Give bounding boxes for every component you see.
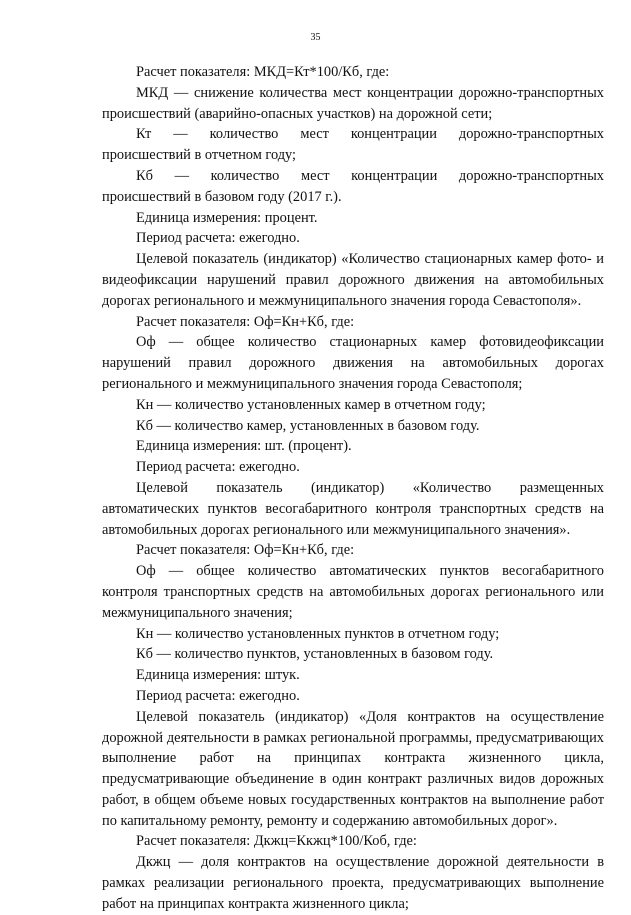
indicator-life-cycle-contracts: Целевой показатель (индикатор) «Доля контрактов на осуществление дорожной деятельности в рамках региональной программы, предусматривающих выполнение работ на принципах контракта жизненного цикла, предусматривающие объединение в один контракт различных видов дорожных работ, в общем объеме новых государственных контрактов на выполнение работ по капитальному ремонту, ремонту и содержанию автомобильных дорог». — [102, 708, 604, 829]
formula-of-cameras: Расчет показателя: Оф=Кн+Кб, где: — [136, 313, 355, 330]
calculation-period: Период расчета: ежегодно. — [136, 459, 300, 476]
definition-kt: Кт — количество мест концентрации дорожно-транспортных происшествий в отчетном году; — [102, 126, 604, 164]
definition-mkd: МКД — снижение количества мест концентрации дорожно-транспортных происшествий (аварийно-опасных участков) на дорожной сети; — [102, 84, 604, 122]
definition-kb: Кб — количество мест концентрации дорожно-транспортных происшествий в базовом году (2017 г.). — [102, 167, 604, 205]
indicator-weight-control: Целевой показатель (индикатор) «Количество размещенных автоматических пунктов весогабаритного контроля транспортных средств на автомобильных дорогах регионального или межмуниципального значения». — [102, 479, 604, 538]
formula-dkzhc: Расчет показателя: Дкжц=Ккжц*100/Коб, где: — [136, 833, 417, 850]
page-number: 35 — [310, 32, 321, 43]
unit-of-measure: Единица измерения: штук. — [136, 667, 300, 684]
formula-mkd: Расчет показателя: МКД=Кт*100/Кб, где: — [136, 64, 390, 80]
definition-kb-points: Кб — количество пунктов, установленных в базовом году. — [136, 646, 494, 663]
document-body — [102, 62, 604, 915]
unit-of-measure: Единица измерения: шт. (процент). — [136, 438, 352, 455]
calculation-period: Период расчета: ежегодно. — [136, 687, 300, 704]
definition-of-cameras: Оф — общее количество стационарных камер фотовидеофиксации нарушений правил дорожного движения на автомобильных дорогах регионального и межмуниципального значения города Севастополя; — [102, 334, 604, 392]
unit-of-measure: Единица измерения: процент. — [136, 209, 318, 226]
definition-of-weight-control: Оф — общее количество автоматических пунктов весогабаритного контроля транспортных средств на автомобильных дорогах регионального или межмуниципального значения; — [102, 563, 604, 621]
definition-kn-points: Кн — количество установленных пунктов в отчетном году; — [136, 625, 500, 642]
formula-of-weight-control: Расчет показателя: Оф=Кн+Кб, где: — [136, 542, 355, 559]
definition-dkzhc: Дкжц — доля контрактов на осуществление дорожной деятельности в рамках реализации регионального проекта, предусматривающих выполнение работ на принципах контракта жизненного цикла; — [102, 854, 604, 912]
calculation-period: Период расчета: ежегодно. — [136, 230, 300, 247]
definition-kn-cameras: Кн — количество установленных камер в отчетном году; — [136, 396, 486, 413]
definition-kb-cameras: Кб — количество камер, установленных в базовом году. — [136, 417, 480, 434]
indicator-cameras: Целевой показатель (индикатор) «Количество стационарных камер фото- и видеофиксации нарушений правил дорожного движения на автомобильных дорогах регионального и межмуниципального значения города Севастополя». — [102, 251, 604, 309]
